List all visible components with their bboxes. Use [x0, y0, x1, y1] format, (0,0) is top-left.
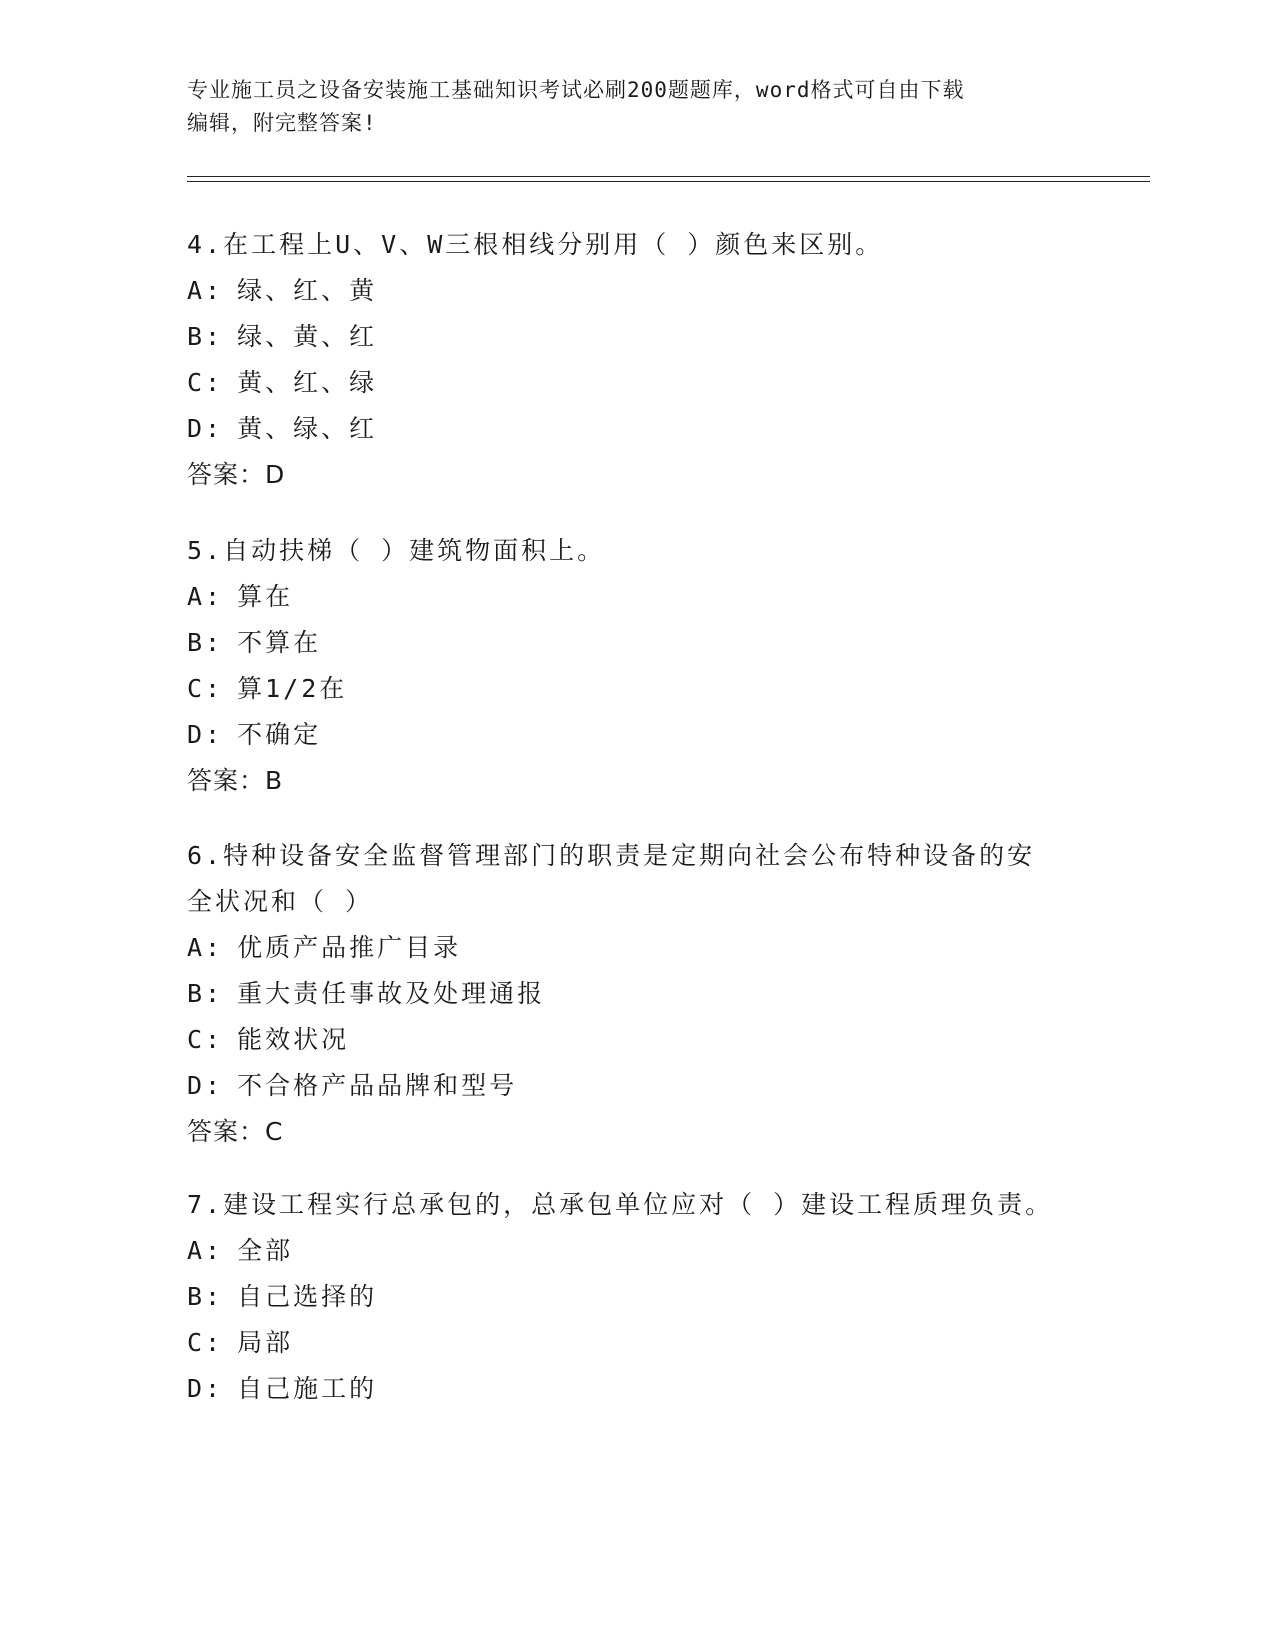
option-c	[187, 1017, 1067, 1063]
option-c	[187, 360, 1067, 406]
option-b	[187, 971, 1067, 1017]
option-letter: A:	[187, 582, 224, 611]
option-letter: B:	[187, 628, 224, 657]
option-b	[187, 1274, 1067, 1320]
option-text: 绿、红、黄	[237, 276, 378, 305]
option-text: 全部	[237, 1236, 294, 1265]
option-letter: D:	[187, 1374, 224, 1403]
option-c	[187, 666, 1067, 712]
option-letter: A:	[187, 1236, 224, 1265]
option-text: 自己施工的	[237, 1374, 378, 1403]
option-d	[187, 1366, 1067, 1412]
document-header	[187, 74, 1067, 140]
question-5	[187, 528, 1067, 804]
option-text: 能效状况	[237, 1025, 350, 1054]
option-text: 绿、黄、红	[237, 322, 378, 351]
option-letter: C:	[187, 1328, 224, 1357]
option-letter: C:	[187, 674, 224, 703]
option-text: 不确定	[237, 720, 322, 749]
option-letter: C:	[187, 368, 224, 397]
option-a	[187, 574, 1067, 620]
option-letter: A:	[187, 933, 224, 962]
option-letter: B:	[187, 322, 224, 351]
question-stem: 7.建设工程实行总承包的，总承包单位应对（ ）建设工程质理负责。	[187, 1190, 1054, 1219]
option-d	[187, 712, 1067, 758]
option-text: 重大责任事故及处理通报	[237, 979, 546, 1008]
option-b	[187, 620, 1067, 666]
option-d	[187, 406, 1067, 452]
option-b	[187, 314, 1067, 360]
option-text: 不合格产品品牌和型号	[237, 1071, 518, 1100]
answer-line: 答案：B	[187, 766, 284, 795]
answer-line: 答案：D	[187, 460, 286, 489]
question-6	[187, 833, 1067, 1155]
option-letter: A:	[187, 276, 224, 305]
option-a	[187, 925, 1067, 971]
option-a	[187, 1228, 1067, 1274]
header-divider-top	[187, 176, 1150, 177]
option-letter: D:	[187, 1071, 224, 1100]
question-stem: 4.在工程上U、V、W三根相线分别用（ ）颜色来区别。	[187, 230, 884, 259]
intro-line-1: 专业施工员之设备安装施工基础知识考试必刷200题题库，word格式可自由下载	[187, 78, 965, 102]
option-a	[187, 268, 1067, 314]
intro-line-2: 编辑，附完整答案!	[187, 111, 377, 135]
option-text: 局部	[237, 1328, 294, 1357]
option-letter: D:	[187, 414, 224, 443]
option-text: 黄、绿、红	[237, 414, 378, 443]
question-stem-continued: 全状况和（ ）	[187, 887, 374, 916]
option-letter: D:	[187, 720, 224, 749]
option-text: 算在	[237, 582, 294, 611]
option-text: 算1/2在	[237, 674, 348, 703]
question-7	[187, 1182, 1067, 1412]
question-4	[187, 222, 1067, 498]
option-letter: B:	[187, 1282, 224, 1311]
option-d	[187, 1063, 1067, 1109]
question-stem: 6.特种设备安全监督管理部门的职责是定期向社会公布特种设备的安	[187, 841, 1036, 870]
option-text: 不算在	[237, 628, 322, 657]
answer-line: 答案：C	[187, 1117, 284, 1146]
option-text: 优质产品推广目录	[237, 933, 462, 962]
option-c	[187, 1320, 1067, 1366]
option-text: 黄、红、绿	[237, 368, 378, 397]
option-text: 自己选择的	[237, 1282, 378, 1311]
option-letter: B:	[187, 979, 224, 1008]
header-divider-bottom	[187, 181, 1150, 182]
option-letter: C:	[187, 1025, 224, 1054]
question-stem: 5.自动扶梯（ ）建筑物面积上。	[187, 536, 606, 565]
